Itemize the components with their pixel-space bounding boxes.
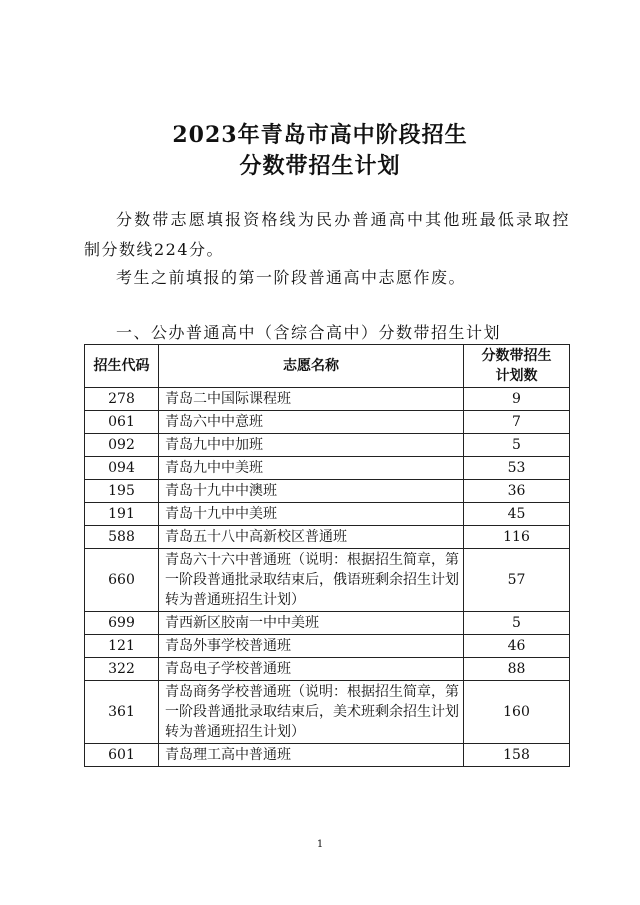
row-code: 195 bbox=[85, 480, 159, 503]
row-quota: 88 bbox=[464, 658, 570, 681]
header-quota-line2: 计划数 bbox=[495, 368, 538, 384]
row-name: 青岛十九中中澳班 bbox=[159, 480, 464, 503]
row-quota: 45 bbox=[464, 503, 570, 526]
quota-table bbox=[84, 344, 570, 767]
row-name: 青西新区胶南一中中美班 bbox=[159, 612, 464, 635]
table-row bbox=[85, 480, 570, 503]
table-row bbox=[85, 635, 570, 658]
row-quota: 7 bbox=[464, 411, 570, 434]
row-quota: 36 bbox=[464, 480, 570, 503]
table-row bbox=[85, 549, 570, 612]
row-name: 青岛商务学校普通班（说明：根据招生简章，第一阶段普通批录取结束后，美术班剩余招生计划转为普通班招生计划） bbox=[159, 681, 464, 744]
document-title-line1: 2023年青岛市高中阶段招生 bbox=[172, 122, 468, 148]
row-code: 278 bbox=[85, 388, 159, 411]
row-name: 青岛十九中中美班 bbox=[159, 503, 464, 526]
section-heading: 一、公办普通高中（含综合高中）分数带招生计划 bbox=[116, 323, 502, 342]
document-title-line2: 分数带招生计划 bbox=[239, 153, 401, 179]
row-code: 061 bbox=[85, 411, 159, 434]
row-code: 699 bbox=[85, 612, 159, 635]
row-quota: 57 bbox=[464, 549, 570, 612]
row-name: 青岛外事学校普通班 bbox=[159, 635, 464, 658]
table-row bbox=[85, 681, 570, 744]
row-code: 094 bbox=[85, 457, 159, 480]
row-name: 青岛六十六中普通班（说明：根据招生简章，第一阶段普通批录取结束后，俄语班剩余招生计划转为普通班招生计划） bbox=[159, 549, 464, 612]
table-row bbox=[85, 744, 570, 767]
table-row bbox=[85, 388, 570, 411]
table-row bbox=[85, 658, 570, 681]
header-quota bbox=[464, 345, 570, 388]
table-row bbox=[85, 434, 570, 457]
page-number: 1 bbox=[316, 839, 324, 850]
header-name: 志愿名称 bbox=[159, 345, 464, 388]
row-quota: 5 bbox=[464, 612, 570, 635]
row-name: 青岛二中国际课程班 bbox=[159, 388, 464, 411]
row-code: 361 bbox=[85, 681, 159, 744]
row-code: 660 bbox=[85, 549, 159, 612]
table-row bbox=[85, 503, 570, 526]
row-code: 121 bbox=[85, 635, 159, 658]
row-code: 601 bbox=[85, 744, 159, 767]
table-row bbox=[85, 526, 570, 549]
row-code: 588 bbox=[85, 526, 159, 549]
header-code: 招生代码 bbox=[85, 345, 159, 388]
qualification-paragraph: 分数带志愿填报资格线为民办普通高中其他班最低录取控制分数线224分。 bbox=[84, 210, 570, 259]
row-name: 青岛理工高中普通班 bbox=[159, 744, 464, 767]
row-quota: 9 bbox=[464, 388, 570, 411]
row-name: 青岛九中中美班 bbox=[159, 457, 464, 480]
table-header-row bbox=[85, 345, 570, 388]
row-code: 092 bbox=[85, 434, 159, 457]
row-code: 322 bbox=[85, 658, 159, 681]
row-name: 青岛五十八中高新校区普通班 bbox=[159, 526, 464, 549]
row-quota: 160 bbox=[464, 681, 570, 744]
row-quota: 5 bbox=[464, 434, 570, 457]
table-row bbox=[85, 457, 570, 480]
void-notice-paragraph: 考生之前填报的第一阶段普通高中志愿作废。 bbox=[116, 268, 467, 287]
row-name: 青岛九中中加班 bbox=[159, 434, 464, 457]
row-name: 青岛电子学校普通班 bbox=[159, 658, 464, 681]
table-row bbox=[85, 612, 570, 635]
header-quota-line1: 分数带招生 bbox=[481, 348, 552, 364]
row-name: 青岛六中中意班 bbox=[159, 411, 464, 434]
row-quota: 158 bbox=[464, 744, 570, 767]
row-quota: 53 bbox=[464, 457, 570, 480]
table-row bbox=[85, 411, 570, 434]
row-quota: 116 bbox=[464, 526, 570, 549]
row-code: 191 bbox=[85, 503, 159, 526]
row-quota: 46 bbox=[464, 635, 570, 658]
